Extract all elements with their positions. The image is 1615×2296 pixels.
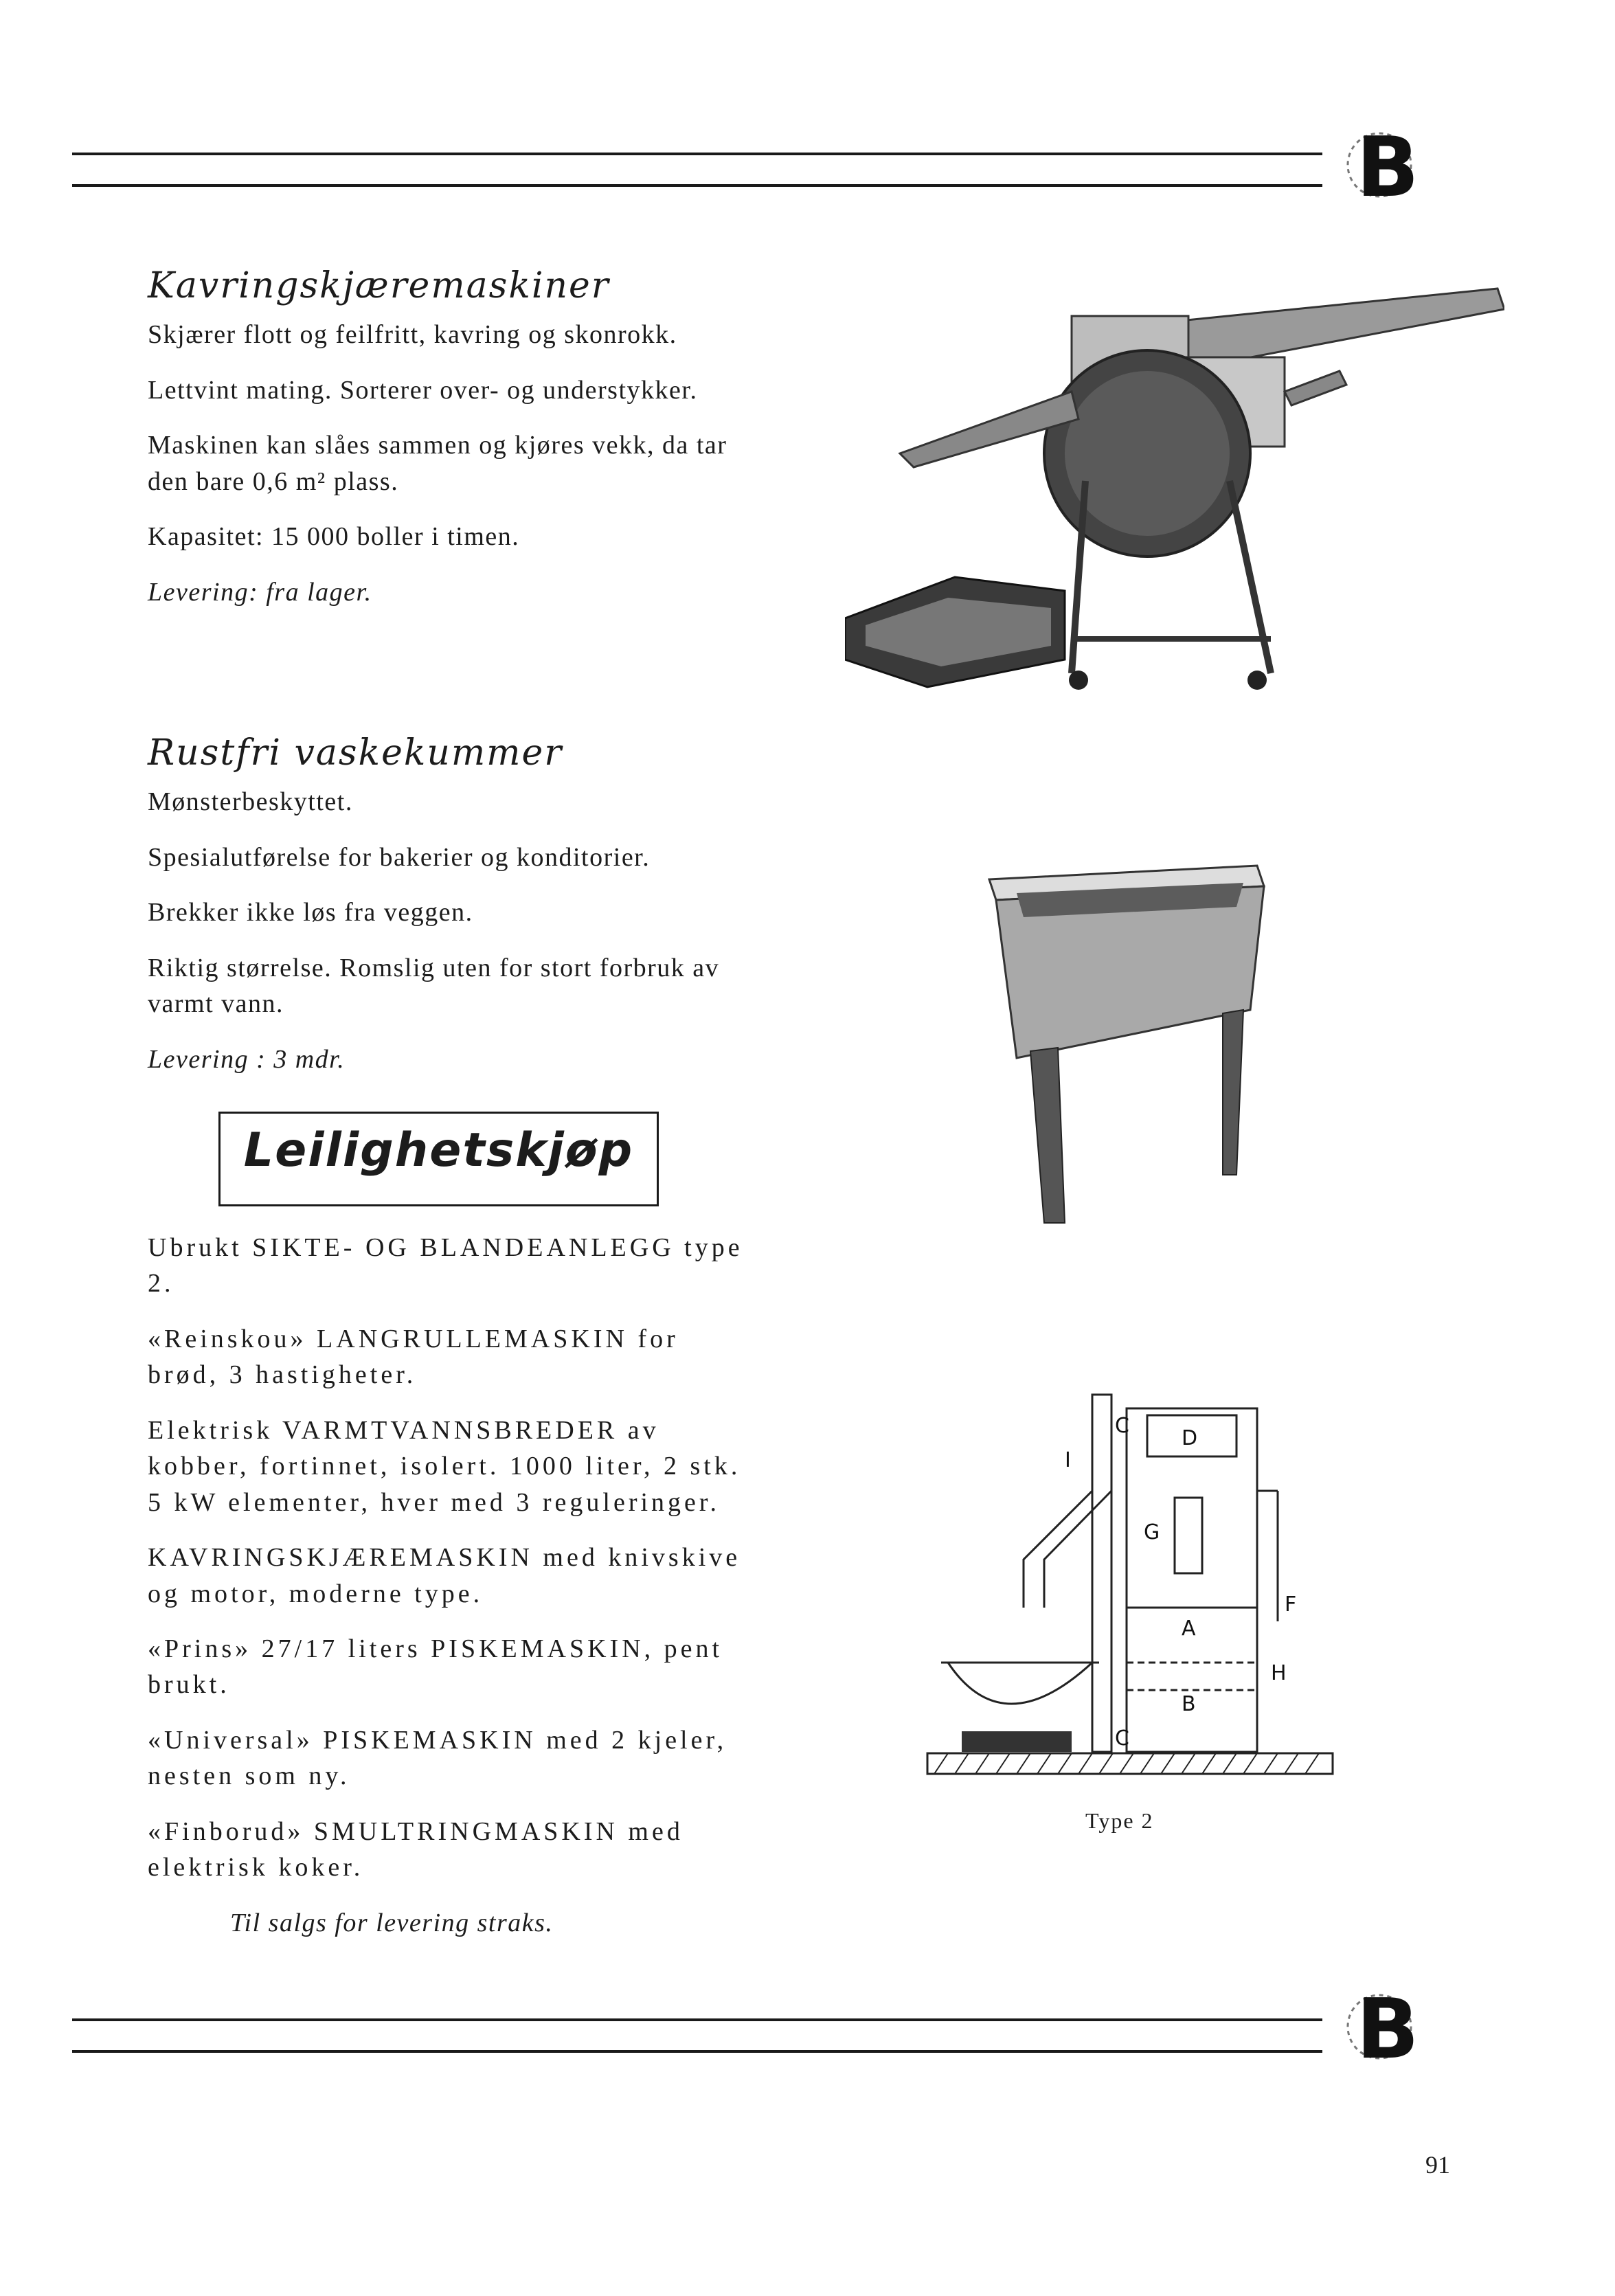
svg-text:C: C [1115, 1726, 1129, 1751]
leilighetskjop-box [218, 1112, 659, 1206]
diagram-caption: Type 2 [1085, 1808, 1154, 1833]
paragraph: Riktig størrelse. Romslig uten for stort forbruk av varmt vann. [148, 953, 720, 1019]
delivery-note: Levering: fra lager. [148, 577, 372, 607]
section-heading: Rustfri vaskekummer [148, 732, 563, 774]
paragraph: Spesialutførelse for bakerier og konditorier. [148, 842, 651, 872]
paragraph: Brekker ikke løs fra veggen. [148, 898, 473, 927]
sale-footer: Til salgs for levering straks. [230, 1908, 554, 1937]
svg-text:I: I [1065, 1448, 1071, 1472]
list-item: KAVRINGSKJÆREMASKIN med knivskive og motor, moderne type. [148, 1543, 741, 1608]
svg-text:B: B [1356, 1982, 1419, 2075]
delivery-note: Levering : 3 mdr. [148, 1044, 346, 1074]
top-rule-1 [72, 153, 1322, 155]
paragraph: Mønsterbeskyttet. [148, 787, 353, 817]
list-item: Ubrukt SIKTE- OG BLANDEANLEGG type 2. [148, 1233, 743, 1298]
plant-diagram [921, 1388, 1346, 1800]
svg-text:H: H [1271, 1661, 1287, 1685]
top-rule-2 [72, 184, 1322, 187]
logo-icon [1340, 1979, 1429, 2075]
list-item: «Prins» 27/17 liters PISKEMASKIN, pent brukt. [148, 1634, 723, 1700]
paragraph: Skjærer flott og feilfritt, kavring og skonrokk. [148, 320, 677, 350]
bottom-rule-2 [72, 2050, 1322, 2053]
section-kavring [148, 265, 745, 629]
list-item: «Reinskou» LANGRULLEMASKIN for brød, 3 hastigheter. [148, 1324, 679, 1390]
section-vaskekummer [148, 732, 745, 1096]
svg-text:G: G [1144, 1520, 1160, 1544]
list-item: «Universal» PISKEMASKIN med 2 kjeler, nesten som ny. [148, 1725, 727, 1791]
boxed-heading: Leilighetskjøp [243, 1123, 634, 1178]
kavring-machine-image [845, 275, 1504, 714]
section-leilighetskjop [148, 1230, 745, 1960]
paragraph: Kapasitet: 15 000 boller i timen. [148, 522, 520, 552]
logo-icon [1340, 117, 1429, 213]
svg-text:B: B [1356, 120, 1419, 213]
sink-image [975, 852, 1278, 1237]
list-item: Elektrisk VARMTVANNSBREDER av kobber, fortinnet, isolert. 1000 liter, 2 stk. 5 kW elementer, hver med 3 reguleringer. [148, 1415, 741, 1517]
section-heading: Kavringskjæremaskiner [148, 265, 610, 306]
svg-text:D: D [1182, 1426, 1198, 1450]
svg-text:C: C [1115, 1414, 1129, 1438]
svg-text:A: A [1182, 1617, 1196, 1641]
bottom-rule-1 [72, 2018, 1322, 2021]
page-number: 91 [1425, 2151, 1450, 2179]
paragraph: Lettvint mating. Sorterer over- og understykker. [148, 375, 698, 405]
paragraph: Maskinen kan slåes sammen og kjøres vekk, da tar den bare 0,6 m² plass. [148, 431, 727, 496]
list-item: «Finborud» SMULTRINGMASKIN med elektrisk koker. [148, 1816, 684, 1882]
svg-text:F: F [1285, 1592, 1297, 1617]
svg-text:B: B [1182, 1692, 1196, 1716]
